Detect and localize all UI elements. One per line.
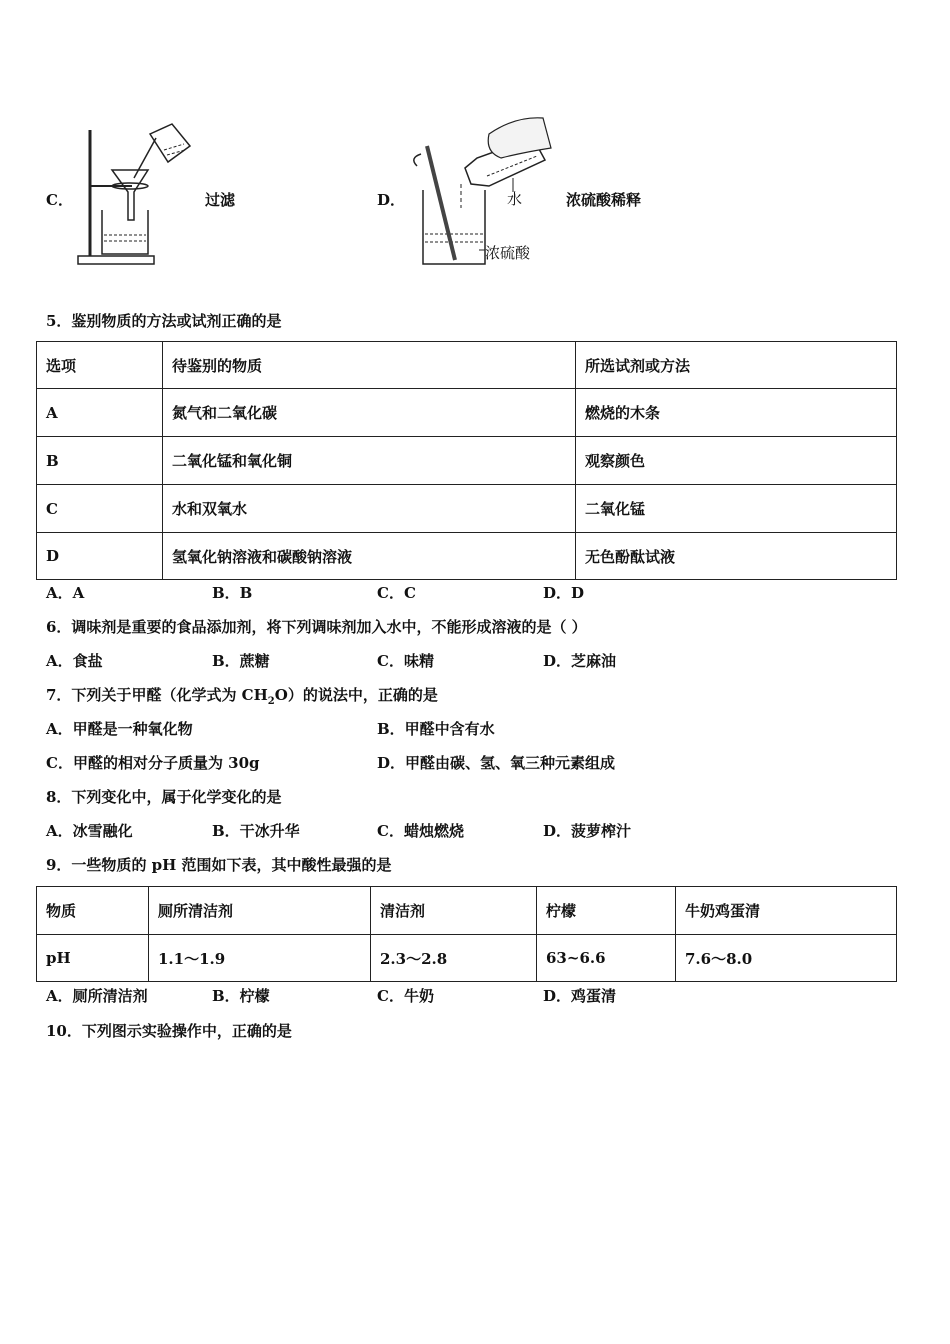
q8-option-b[interactable]: B．干冰升华 [212, 822, 300, 840]
q5-option-d[interactable]: D．D [543, 584, 585, 602]
q9-cell: 1.1～1.9 [149, 935, 371, 982]
q5-cell: C [37, 485, 163, 533]
q9-header-row [37, 887, 897, 935]
q9-cell: pH [37, 935, 149, 982]
q5-header-cell: 选项 [37, 342, 163, 389]
q6-option-c[interactable]: C．味精 [377, 652, 434, 670]
q9-option-c[interactable]: C．牛奶 [377, 987, 434, 1005]
q5-cell: A [37, 389, 163, 437]
q5-cell: B [37, 437, 163, 485]
q7-stem-post: O）的说法中，正确的是 [274, 686, 438, 704]
q5-cell: 燃烧的木条 [576, 389, 897, 437]
q7-stem [46, 685, 438, 708]
d-water-label: 水 [507, 190, 523, 208]
q7-option-a[interactable]: A．甲醛是一种氧化物 [46, 720, 193, 738]
q9-header-cell: 清洁剂 [371, 887, 537, 935]
q5-cell: 无色酚酞试液 [576, 533, 897, 580]
q5-table [36, 341, 897, 580]
q6-option-b[interactable]: B．蔗糖 [212, 652, 270, 670]
q9-header-cell: 物质 [37, 887, 149, 935]
q9-option-b[interactable]: B．柠檬 [212, 987, 270, 1005]
table-row [37, 533, 897, 580]
q9-cell: 63~6.6 [537, 935, 676, 982]
q5-cell: D [37, 533, 163, 580]
q5-cell: 氢氧化钠溶液和碳酸钠溶液 [163, 533, 576, 580]
q7-stem-subscript: 2 [267, 696, 275, 707]
q10-stem: 10．下列图示实验操作中，正确的是 [46, 1022, 292, 1040]
q5-option-c[interactable]: C．C [377, 584, 416, 602]
q4-option-d-label: 浓硫酸稀释 [566, 191, 642, 209]
q6-option-d[interactable]: D．芝麻油 [543, 652, 617, 670]
q7-option-d[interactable]: D．甲醛由碳、氢、氧三种元素组成 [377, 754, 616, 772]
q8-option-d[interactable]: D．菠萝榨汁 [543, 822, 632, 840]
q9-table [36, 886, 897, 982]
q5-option-b[interactable]: B．B [212, 584, 253, 602]
q6-stem: 6．调味剂是重要的食品添加剂，将下列调味剂加入水中，不能形成溶液的是（ ） [46, 618, 587, 636]
q7-option-c[interactable]: C．甲醛的相对分子质量为 30g [46, 754, 260, 772]
q4-option-c-label: 过滤 [205, 191, 236, 209]
table-row [37, 485, 897, 533]
q4-option-c-letter: C． [46, 191, 73, 209]
q9-cell: 7.6～8.0 [676, 935, 897, 982]
table-row [37, 389, 897, 437]
q9-option-a[interactable]: A．厕所清洁剂 [46, 987, 148, 1005]
q9-header-cell: 牛奶鸡蛋清 [676, 887, 897, 935]
q5-cell: 水和双氧水 [163, 485, 576, 533]
q9-header-cell: 厕所清洁剂 [149, 887, 371, 935]
q5-cell: 二氧化锰 [576, 485, 897, 533]
q8-option-a[interactable]: A．冰雪融化 [46, 822, 133, 840]
q5-cell: 二氧化锰和氧化铜 [163, 437, 576, 485]
q4-option-d-letter: D． [377, 191, 406, 209]
q9-option-d[interactable]: D．鸡蛋清 [543, 987, 617, 1005]
q5-stem: 5．鉴别物质的方法或试剂正确的是 [46, 312, 282, 330]
q7-option-b[interactable]: B．甲醛中含有水 [377, 720, 495, 738]
q5-header-cell: 待鉴别的物质 [163, 342, 576, 389]
q8-stem: 8．下列变化中，属于化学变化的是 [46, 788, 282, 806]
q7-stem-pre: 7．下列关于甲醛（化学式为 CH [46, 686, 268, 704]
acid-dilution-figure [405, 108, 555, 270]
q5-option-a[interactable]: A．A [46, 584, 85, 602]
q5-cell: 观察颜色 [576, 437, 897, 485]
filtration-apparatus-figure [72, 120, 197, 270]
q5-header-row [37, 342, 897, 389]
table-row [37, 935, 897, 982]
q5-header-cell: 所选试剂或方法 [576, 342, 897, 389]
q9-cell: 2.3～2.8 [371, 935, 537, 982]
q9-stem: 9．一些物质的 pH 范围如下表，其中酸性最强的是 [46, 856, 392, 874]
q9-header-cell: 柠檬 [537, 887, 676, 935]
q8-option-c[interactable]: C．蜡烛燃烧 [377, 822, 464, 840]
q6-option-a[interactable]: A．食盐 [46, 652, 103, 670]
table-row [37, 437, 897, 485]
q5-cell: 氮气和二氧化碳 [163, 389, 576, 437]
d-acid-label: 浓硫酸 [485, 244, 531, 262]
